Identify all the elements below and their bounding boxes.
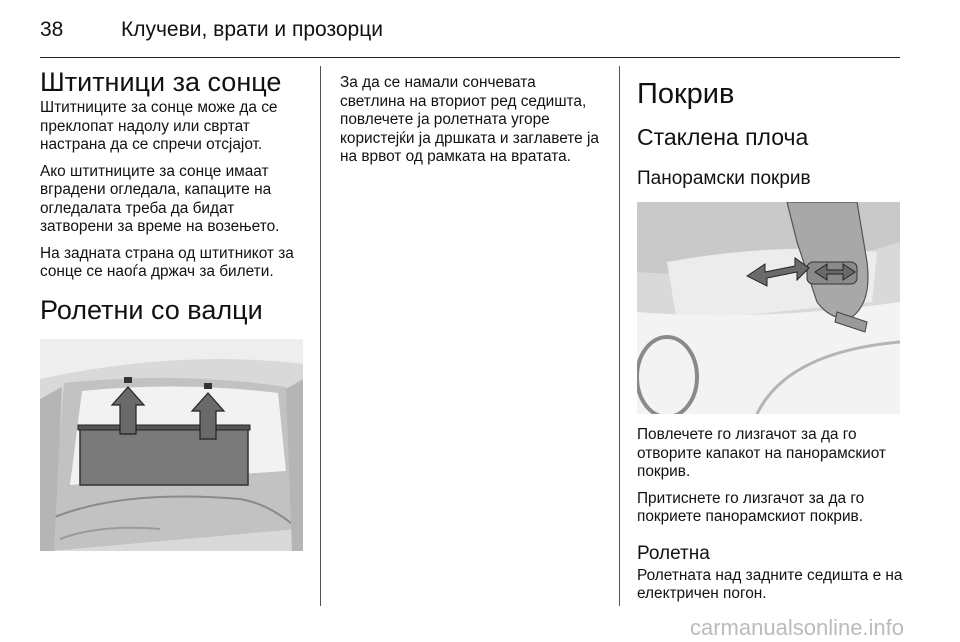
paragraph: Притиснете го лизгачот за да го покриете панорамскиот покрив. bbox=[637, 489, 865, 525]
column-divider bbox=[619, 66, 620, 606]
roller-blinds-heading: Ролетни со валци bbox=[40, 294, 263, 325]
paragraph: На задната страна од штитникот за сонце се наоѓа држач за билети. bbox=[40, 244, 294, 280]
paragraph: За да се намали сончевата светлина на вториот ред седишта, повлечете ја ролетната угоре користејќи ја дршката и заглавете ја на врвот од рамката на вратата. bbox=[340, 74, 599, 165]
column-divider bbox=[320, 66, 321, 606]
sun-visors-heading: Штитници за сонце bbox=[40, 67, 282, 97]
column-right bbox=[637, 66, 907, 612]
watermark: carmanualsonline.info bbox=[690, 615, 905, 640]
blind-heading: Ролетна bbox=[637, 542, 710, 564]
paragraph: Повлечете го лизгачот за да го отворите капакот на панорамскиот покрив. bbox=[637, 426, 886, 480]
column-middle bbox=[340, 66, 605, 175]
roof-heading: Покрив bbox=[637, 78, 735, 110]
column-left bbox=[40, 66, 308, 551]
chapter-title: Клучеви, врати и прозорци bbox=[121, 18, 383, 41]
paragraph: Ако штитниците за сонце имаат вградени огледала, капаците на огледалата треба да бидат затворени за време на возењето. bbox=[40, 162, 280, 235]
roller-blind-figure bbox=[40, 339, 303, 551]
header-rule bbox=[40, 57, 900, 58]
paragraph: Штитниците за сонце може да се преклопат надолу или свртат настрана да се спречи отсјајот. bbox=[40, 99, 278, 153]
panoramic-roof-heading: Панорамски покрив bbox=[637, 168, 811, 189]
panoramic-roof-figure bbox=[637, 202, 900, 414]
page-header bbox=[40, 14, 920, 50]
page-number: 38 bbox=[40, 18, 64, 41]
panoramic-roof-illustration bbox=[637, 202, 900, 414]
paragraph: Ролетната над задните седишта е на електричен погон. bbox=[637, 566, 903, 602]
roller-blind-illustration bbox=[40, 339, 303, 551]
glass-panel-heading: Стаклена плоча bbox=[637, 124, 809, 150]
